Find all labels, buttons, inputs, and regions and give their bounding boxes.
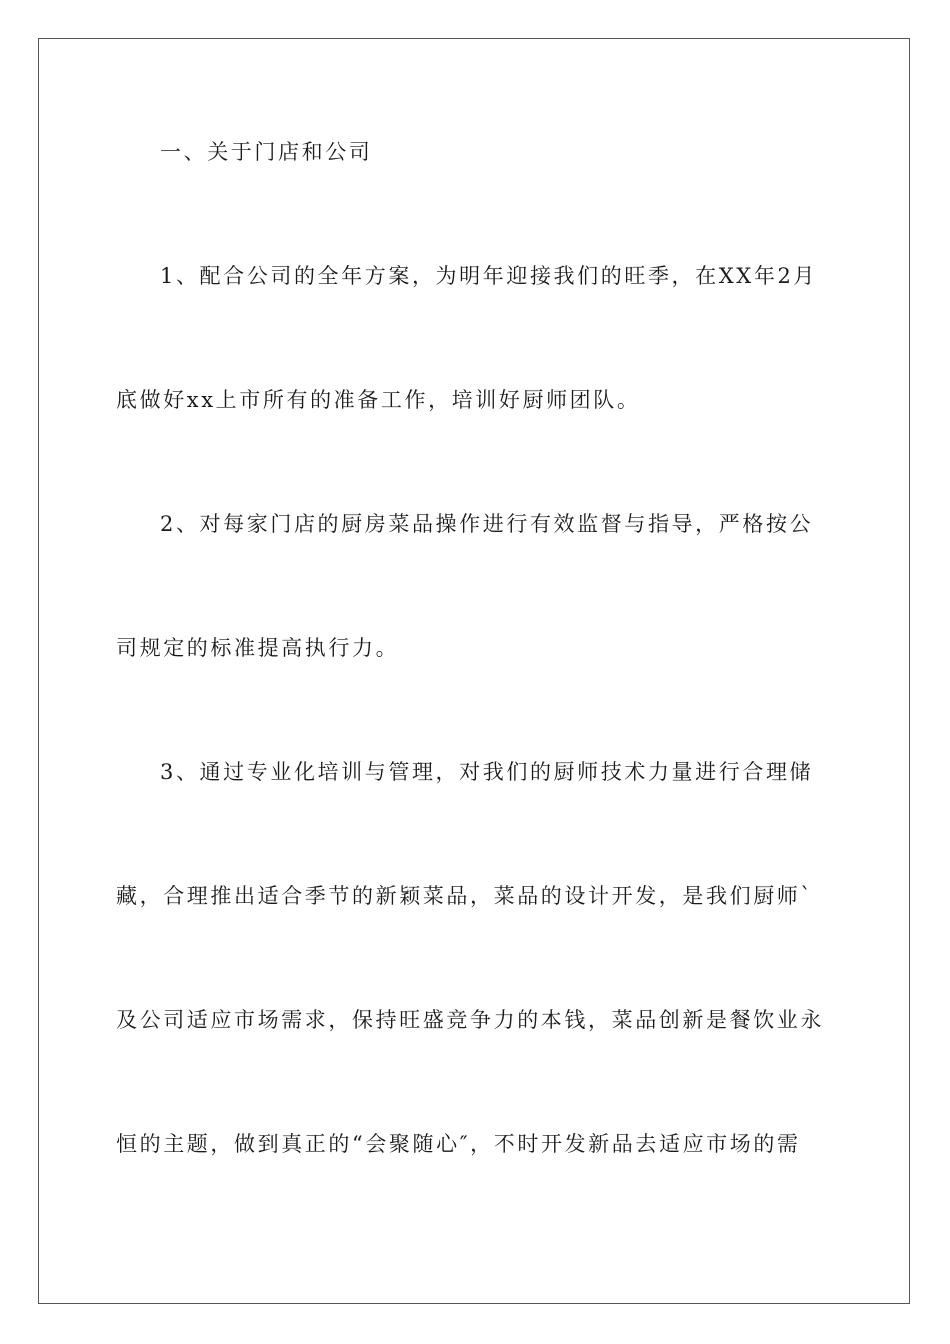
- page-border: [38, 38, 910, 1304]
- paragraph-2-line-2: 司规定的标准提高执行力。: [116, 636, 400, 660]
- paragraph-3-line-3: 及公司适应市场需求，保持旺盛竞争力的本钱，菜品创新是餐饮业永: [116, 1008, 824, 1032]
- paragraph-3-line-1: 3、通过专业化培训与管理，对我们的厨师技术力量进行合理储: [160, 760, 814, 784]
- paragraph-2-line-1: 2、对每家门店的厨房菜品操作进行有效监督与指导，严格按公: [160, 512, 814, 536]
- paragraph-1-line-2: 底做好xx上市所有的准备工作，培训好厨师团队。: [116, 388, 641, 412]
- section-heading: 一、关于门店和公司: [160, 140, 373, 164]
- paragraph-3-line-2: 藏，合理推出适合季节的新颖菜品，菜品的设计开发，是我们厨师`: [116, 884, 814, 908]
- paragraph-1-line-1: 1、配合公司的全年方案，为明年迎接我们的旺季，在XX年2月: [160, 264, 818, 288]
- paragraph-3-line-4: 恒的主题，做到真正的“会聚随心″，不时开发新品去适应市场的需: [116, 1132, 801, 1156]
